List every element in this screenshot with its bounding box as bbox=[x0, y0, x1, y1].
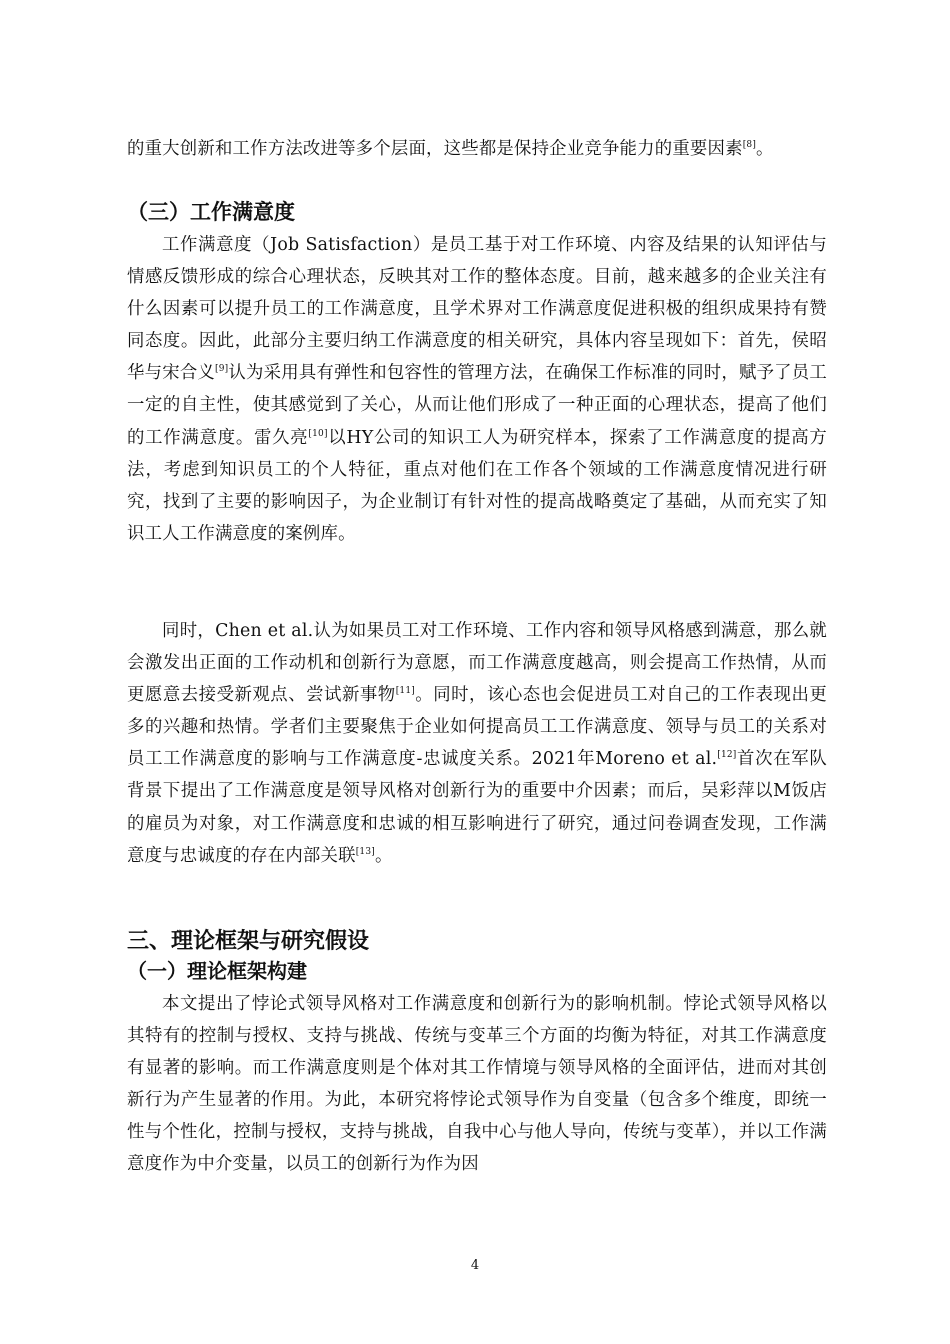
job1-text-1: 工作满意度（Job Satisfaction）是员工基于对工作环境、内容及结果的认知评估与情感反馈形成的综合心理状态，反映其对工作的整体态度。目前，越来越多的企业关注有什么因素可以提升员工的工作满意度，且学术界对工作满意度促进积极的组织成果持有赞同态度。因此，此部分主要归纳工作满意度的相关研究，具体内容呈现如下：首先，侯昭华与宋合义 bbox=[127, 235, 827, 384]
citation-12: [12] bbox=[717, 750, 737, 761]
job2-text-1: 同时，Chen et al.认为如果员工对工作环境、工作内容和领导风格感到满意，那么就会激发出正面的工作动机和创新行为意愿，而工作满意度越高，则会提高工作热情，从而更愿意去接受新观点、尝试新事物 bbox=[127, 621, 827, 706]
job1-text-2: 认为采用具有弹性和包容性的管理方法，在确保工作标准的同时，赋予了员工一定的自主性，使其感觉到了关心，从而让他们形成了一种正面的心理状态，提高了他们的工作满意度。雷久亮 bbox=[127, 363, 827, 448]
framework-paragraph bbox=[127, 988, 827, 1181]
job-satisfaction-paragraph-1 bbox=[127, 229, 827, 550]
citation-10: [10] bbox=[308, 428, 328, 439]
heading-framework: （一）理论框架构建 bbox=[127, 959, 307, 983]
section-heading-job-satisfaction bbox=[127, 196, 827, 228]
job2-text-4: 。 bbox=[374, 845, 393, 866]
job-satisfaction-paragraph-2 bbox=[127, 615, 827, 872]
job2-text-2: 。同时，该心态也会促进员工对自己的工作表现出更多的兴趣和热情。学者们主要聚焦于企业如何提高员工工作满意度、领导与员工的关系对员工工作满意度的影响与工作满意度-忠诚度关系。2021年Moreno et al. bbox=[127, 685, 827, 770]
chapter-heading bbox=[127, 926, 827, 958]
subsection-heading-framework bbox=[127, 956, 827, 986]
citation-8: [8] bbox=[742, 140, 757, 150]
heading-chapter-3: 三、理论框架与研究假设 bbox=[127, 929, 370, 954]
citation-9: [9] bbox=[215, 364, 229, 375]
intro-text-2: 。 bbox=[756, 139, 774, 159]
heading-job-satisfaction: （三）工作满意度 bbox=[127, 200, 295, 224]
framework-text: 本文提出了悖论式领导风格对工作满意度和创新行为的影响机制。悖论式领导风格以其特有的控制与授权、支持与挑战、传统与变革三个方面的均衡为特征，对其工作满意度有显著的影响。而工作满意度则是个体对其工作情境与领导风格的全面评估，进而对其创新行为产生显著的作用。为此，本研究将悖论式领导作为自变量（包含多个维度，即统一性与个性化，控制与授权，支持与挑战，自我中心与他人导向，传统与变革），并以工作满意度作为中介变量，以员工的创新行为作为因 bbox=[127, 994, 827, 1175]
citation-11: [11] bbox=[395, 686, 415, 697]
page-number: 4 bbox=[470, 1258, 480, 1273]
intro-paragraph bbox=[127, 133, 827, 165]
job1-text-3: 以HY公司的知识工人为研究样本，探索了工作满意度的提高方法，考虑到知识员工的个人特征，重点对他们在工作各个领域的工作满意度情况进行研究，找到了主要的影响因子，为企业制订有针对性的提高战略奠定了基础，从而充实了知识工人工作满意度的案例库。 bbox=[127, 427, 827, 544]
citation-13: [13] bbox=[355, 846, 375, 857]
intro-text-1: 的重大创新和工作方法改进等多个层面，这些都是保持企业竞争能力的重要因素 bbox=[127, 139, 743, 159]
job2-text-3: 首次在军队背景下提出了工作满意度是领导风格对创新行为的重要中介因素；而后，吴彩萍以M饭店的雇员为对象，对工作满意度和忠诚的相互影响进行了研究，通过问卷调查发现，工作满意度与忠诚度的存在内部关联 bbox=[127, 749, 827, 866]
